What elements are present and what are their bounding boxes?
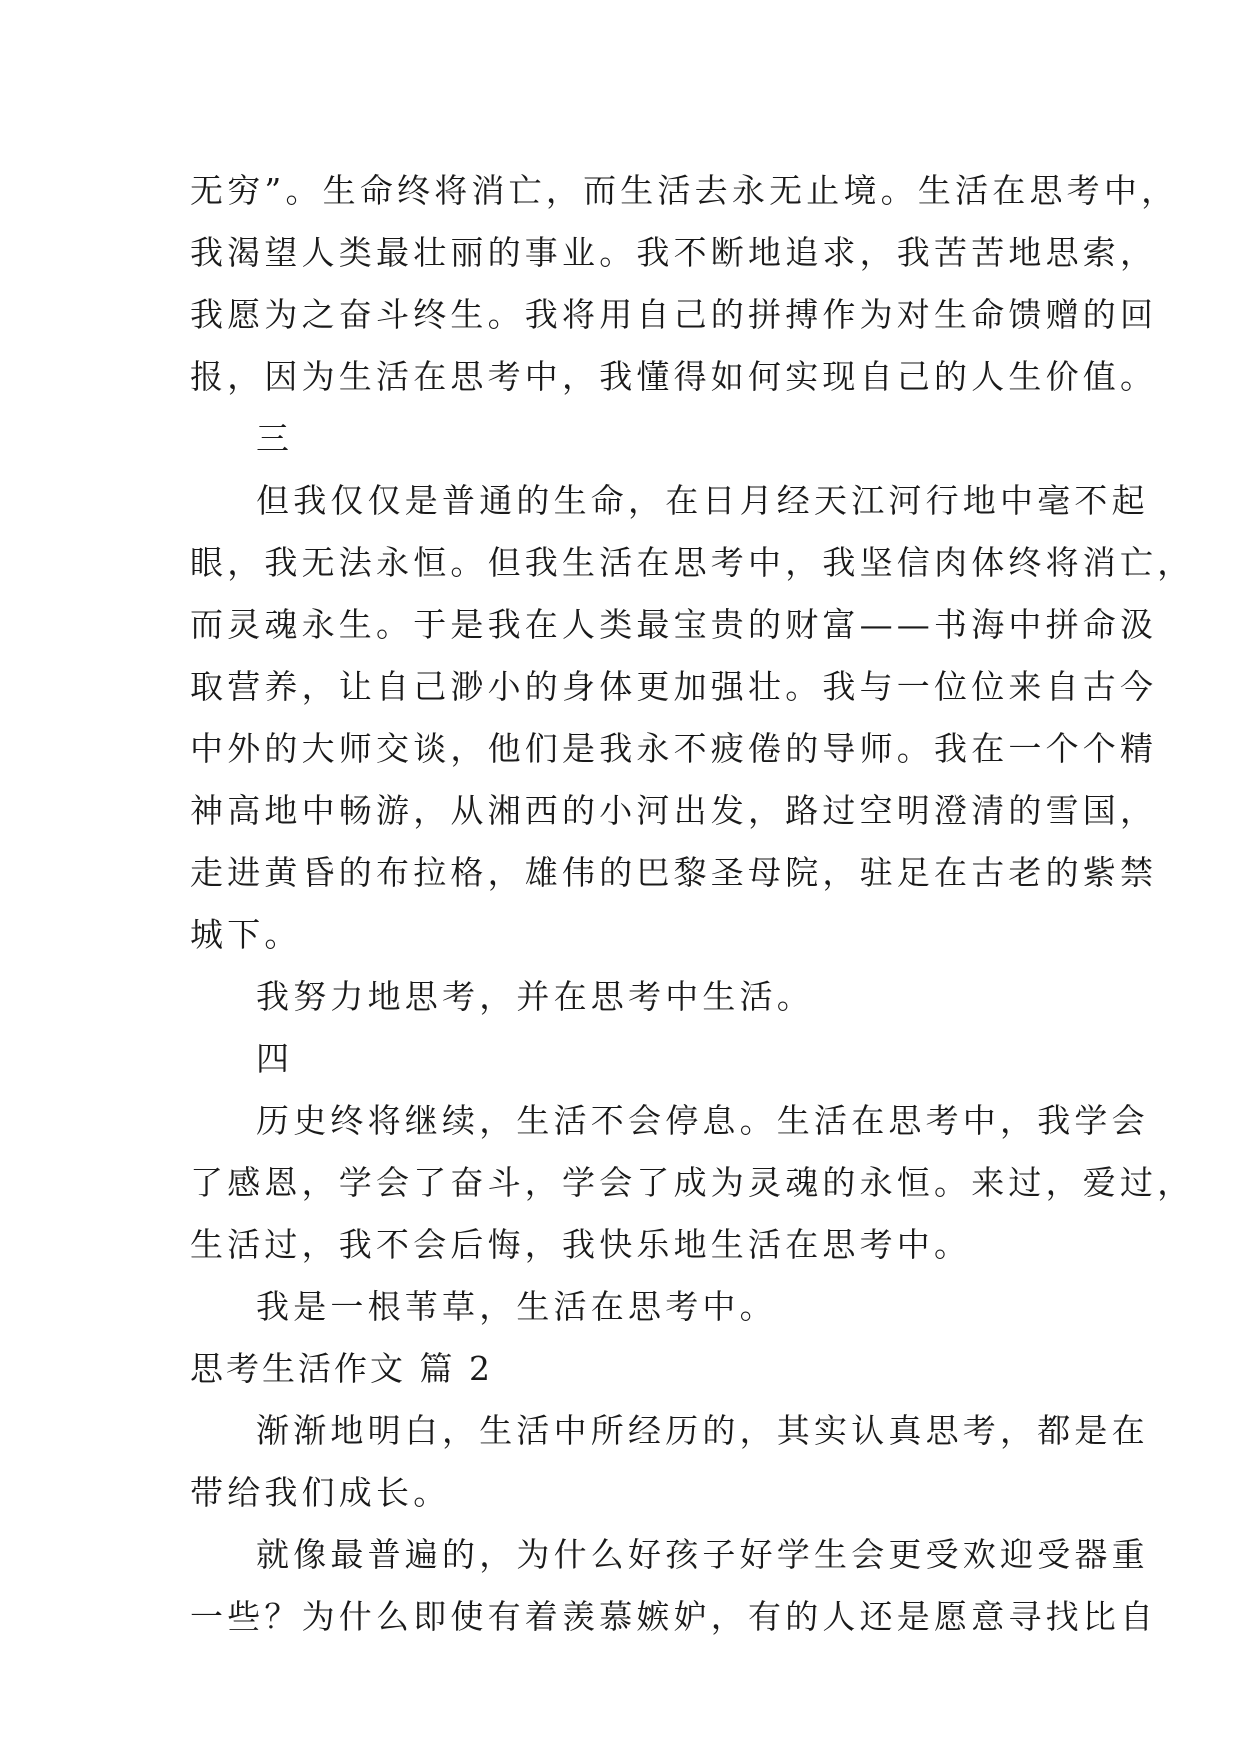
text-line: 眼，我无法永恒。但我生活在思考中，我坚信肉体终将消亡，: [190, 543, 1195, 582]
text-line: 神高地中畅游，从湘西的小河出发，路过空明澄清的雪国，: [190, 791, 1158, 830]
text-line: 中外的大师交谈，他们是我永不疲倦的导师。我在一个个精: [190, 729, 1158, 768]
text-line: 生活过，我不会后悔，我快乐地生活在思考中。: [190, 1225, 972, 1264]
essay-body: [190, 160, 1195, 1648]
text-line: 报，因为生活在思考中，我懂得如何实现自己的人生价值。: [190, 357, 1158, 396]
text-line: 历史终将继续，生活不会停息。生活在思考中，我学会: [256, 1101, 1149, 1140]
section-number: 三: [256, 419, 294, 458]
text-line: 无穷”。生命终将消亡，而生活去永无止境。生活在思考中，: [190, 171, 1179, 210]
text-line: 我愿为之奋斗终生。我将用自己的拼搏作为对生命馈赠的回: [190, 295, 1158, 334]
text-line: 但我仅仅是普通的生命，在日月经天江河行地中毫不起: [256, 481, 1149, 520]
text-line: 我渴望人类最壮丽的事业。我不断地追求，我苦苦地思索，: [190, 233, 1158, 272]
text-line: 带给我们成长。: [190, 1473, 451, 1512]
text-line: 了感恩，学会了奋斗，学会了成为灵魂的永恒。来过，爱过，: [190, 1163, 1195, 1202]
text-line: 走进黄昏的布拉格，雄伟的巴黎圣母院，驻足在古老的紫禁: [190, 853, 1158, 892]
text-line: 我努力地思考，并在思考中生活。: [256, 977, 814, 1016]
text-line: 城下。: [190, 915, 302, 954]
text-line: 我是一根苇草，生活在思考中。: [256, 1287, 777, 1326]
text-line: 而灵魂永生。于是我在人类最宝贵的财富——书海中拼命汲: [190, 605, 1158, 644]
text-line: 取营养，让自己渺小的身体更加强壮。我与一位位来自古今: [190, 667, 1158, 706]
article-heading: 思考生活作文 篇 2: [190, 1349, 493, 1388]
section-number: 四: [256, 1039, 294, 1078]
text-line: 一些？为什么即使有着羡慕嫉妒，有的人还是愿意寻找比自: [190, 1597, 1158, 1636]
text-line: 就像最普遍的，为什么好孩子好学生会更受欢迎受器重: [256, 1535, 1149, 1574]
text-line: 渐渐地明白，生活中所经历的，其实认真思考，都是在: [256, 1411, 1149, 1450]
